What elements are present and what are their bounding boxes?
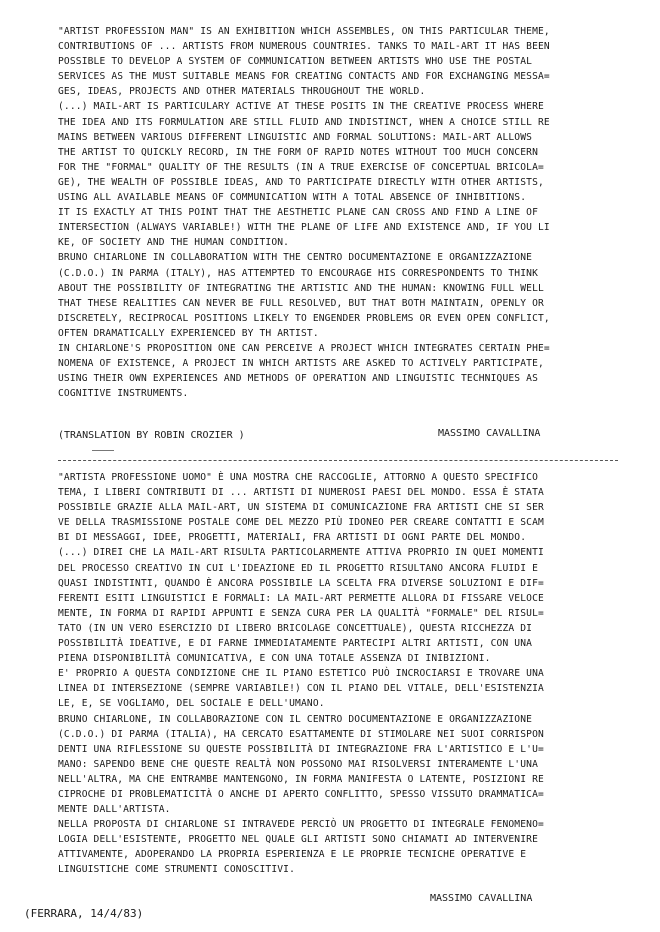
translation-credit: (TRANSLATION BY ROBIN CROZIER ) <box>58 430 245 441</box>
italian-text-block <box>58 470 618 878</box>
text-line: MENTE, IN FORMA DI RAPIDI APPUNTI E SENZA CURA PER LA QUALITÀ "FORMALE" DEL RISUL= <box>58 607 544 619</box>
text-line: BRUNO CHIARLONE IN COLLABORATION WITH THE CENTRO DOCUMENTAZIONE E ORGANIZZAZIONE <box>58 252 533 264</box>
text-line: LOGIA DELL'ESISTENTE, PROGETTO NEL QUALE GLI ARTISTI SONO CHIAMATI AD INTERVENIRE <box>58 834 538 846</box>
text-line: "ARTIST PROFESSION MAN" IS AN EXHIBITION WHICH ASSEMBLES, ON THIS PARTICULAR THEME, <box>58 26 550 37</box>
text-line: CONTRIBUTIONS OF ... ARTISTS FROM NUMEROUS COUNTRIES. TANKS TO MAIL-ART IT HAS BEEN <box>58 41 550 53</box>
text-line: SERVICES AS THE MUST SUITABLE MEANS FOR CREATING CONTACTS AND FOR EXCHANGING MESSA= <box>58 71 550 83</box>
text-line: FERENTI ESITI LINGUISTICI E FORMALI: LA MAIL-ART PERMETTE ALLORA DI FISSARE VELOCE <box>58 592 544 604</box>
author-signature-english: MASSIMO CAVALLINA <box>438 428 541 439</box>
text-line: NELLA PROPOSTA DI CHIARLONE SI INTRAVEDE PERCIÒ UN PROGETTO DI INTEGRALE FENOMENO= <box>58 819 544 831</box>
text-line: (C.D.O.) DI PARMA (ITALIA), HA CERCATO ESATTAMENTE DI STIMOLARE NEI SUOI CORRISPON <box>58 728 544 740</box>
text-line: LE, E, SE VOGLIAMO, DEL SOCIALE E DELL'UMANO. <box>58 698 325 710</box>
text-line: FOR THE "FORMAL" QUALITY OF THE RESULTS (IN A TRUE EXERCISE OF CONCEPTUAL BRICOLA= <box>58 161 544 173</box>
english-text-block <box>58 24 618 401</box>
text-line: GE), THE WEALTH OF POSSIBLE IDEAS, AND TO PARTICIPATE DIRECTLY WITH OTHER ARTISTS, <box>58 176 544 188</box>
text-line: DEL PROCESSO CREATIVO IN CUI L'IDEAZIONE ED IL PROGETTO RISULTANO ANCORA FLUIDI E <box>58 562 538 574</box>
text-line: MENTE DALL'ARTISTA. <box>58 804 171 816</box>
text-line: CIPROCHE DI PROBLEMATICITÀ O ANCHE DI APERTO CONFLITTO, SPESSO VISSUTO DRAMMATICA= <box>58 788 544 800</box>
text-line: GES, IDEAS, PROJECTS AND OTHER MATERIALS THROUGHOUT THE WORLD. <box>58 86 426 98</box>
text-line: PIENA DISPONIBILITÀ COMUNICATIVA, E CON UNA TOTALE ASSENZA DI INIBIZIONI. <box>58 653 491 665</box>
text-line: MANO: SAPENDO BENE CHE QUESTE REALTÀ NON POSSONO MAI RISOLVERSI INTERAMENTE L'UNA <box>58 758 538 770</box>
text-line: VE DELLA TRASMISSIONE POSTALE COME DEL MEZZO PIÙ IDONEO PER CREARE CONTATTI E SCAM <box>58 517 544 529</box>
text-line: BI DI MESSAGGI, IDEE, PROGETTI, MATERIALI, FRA ARTISTI DI OGNI PARTE DEL MONDO. <box>58 532 527 544</box>
text-line: (...) DIREI CHE LA MAIL-ART RISULTA PARTICOLARMENTE ATTIVA PROPRIO IN QUEI MOMENTI <box>58 547 544 559</box>
text-line: COGNITIVE INSTRUMENTS. <box>58 388 189 400</box>
text-line: TEMA, I LIBERI CONTRIBUTI DI ... ARTISTI DI NUMEROSI PAESI DEL MONDO. ESSA È STATA <box>58 487 544 499</box>
text-line: ATTIVAMENTE, ADOPERANDO LA PROPRIA ESPERIENZA E LE PROPRIE TECNICHE OPERATIVE E <box>58 849 527 861</box>
text-line: IT IS EXACTLY AT THIS POINT THAT THE AESTHETIC PLANE CAN CROSS AND FIND A LINE OF <box>58 207 538 219</box>
text-line: MAINS BETWEEN VARIOUS DIFFERENT LINGUISTIC AND FORMAL SOLUTIONS: MAIL-ART ALLOWS <box>58 131 533 143</box>
text-line: QUASI INDISTINTI, QUANDO È ANCORA POSSIBILE LA SCELTA FRA DIVERSE SOLUZIONI E DIF= <box>58 577 544 589</box>
text-line: THAT THESE REALITIES CAN NEVER BE FULL RESOLVED, BUT THAT BOTH MAINTAIN, OPENLY OR <box>58 297 544 309</box>
text-line: DENTI UNA RIFLESSIONE SU QUESTE POSSIBILITÀ DI INTEGRAZIONE FRA L'ARTISTICO E L'U= <box>58 743 544 755</box>
text-line: LINEA DI INTERSEZIONE (SEMPRE VARIABILE!) CON IL PIANO DEL VITALE, DELL'ESISTENZIA <box>58 683 544 695</box>
text-line: THE ARTIST TO QUICKLY RECORD, IN THE FORM OF RAPID NOTES WITHOUT TOO MUCH CONCERN <box>58 146 538 158</box>
text-line: POSSIBILE GRAZIE ALLA MAIL-ART, UN SISTEMA DI COMUNICAZIONE FRA ARTISTI CHE SI SER <box>58 502 544 514</box>
place-date-note: (FERRARA, 14/4/83) <box>24 907 144 920</box>
text-line: POSSIBILITÀ IDEATIVE, E DI FARNE IMMEDIATAMENTE PARTECIPI ALTRI ARTISTI, CON UNA <box>58 638 533 650</box>
text-line: NELL'ALTRA, MA CHE ENTRAMBE MANTENGONO, IN FORMA MANIFESTA O LATENTE, POSIZIONI RE <box>58 773 544 785</box>
text-line: (C.D.O.) IN PARMA (ITALY), HAS ATTEMPTED TO ENCOURAGE HIS CORRESPONDENTS TO THINK <box>58 267 538 279</box>
text-line: POSSIBLE TO DEVELOP A SYSTEM OF COMMUNICATION BETWEEN ARTISTS WHO USE THE POSTAL <box>58 56 533 68</box>
text-line: NOMENA OF EXISTENCE, A PROJECT IN WHICH ARTISTS ARE ASKED TO ACTIVELY PARTICIPATE, <box>58 358 544 370</box>
text-line: OFTEN DRAMATICALLY EXPERIENCED BY TH ARTIST. <box>58 327 319 339</box>
text-line: DISCRETELY, RECIPROCAL POSITIONS LIKELY TO ENGENDER PROBLEMS OR EVEN OPEN CONFLICT, <box>58 312 550 324</box>
section-divider <box>58 460 618 461</box>
text-line: INTERSECTION (ALWAYS VARIABLE!) WITH THE PLANE OF LIFE AND EXISTENCE AND, IF YOU LI <box>58 222 550 234</box>
text-line: E' PROPRIO A QUESTA CONDIZIONE CHE IL PIANO ESTETICO PUÒ INCROCIARSI E TROVARE UNA <box>58 668 544 680</box>
text-line: BRUNO CHIARLONE, IN COLLABORAZIONE CON IL CENTRO DOCUMENTAZIONE E ORGANIZZAZIONE <box>58 713 533 725</box>
text-line: THE IDEA AND ITS FORMULATION ARE STILL FLUID AND INDISTINCT, WHEN A CHOICE STILL RE <box>58 116 550 128</box>
short-rule <box>92 450 114 451</box>
text-line: LINGUISTICHE COME STRUMENTI CONOSCITIVI. <box>58 864 296 876</box>
text-line: USING THEIR OWN EXPERIENCES AND METHODS OF OPERATION AND LINGUISTIC TECHNIQUES AS <box>58 373 538 385</box>
text-line: USING ALL AVAILABLE MEANS OF COMMUNICATION WITH A TOTAL ABSENCE OF INHIBITIONS. <box>58 192 527 204</box>
text-line: IN CHIARLONE'S PROPOSITION ONE CAN PERCEIVE A PROJECT WHICH INTEGRATES CERTAIN PHE= <box>58 342 550 354</box>
text-line: TATO (IN UN VERO ESERCIZIO DI LIBERO BRICOLAGE CONCETTUALE), QUESTA RICCHEZZA DI <box>58 622 533 634</box>
author-signature-italian: MASSIMO CAVALLINA <box>430 893 533 904</box>
text-line: ABOUT THE POSSIBILITY OF INTEGRATING THE ARTISTIC AND THE HUMAN: KNOWING FULL WELL <box>58 282 544 294</box>
text-line: KE, OF SOCIETY AND THE HUMAN CONDITION. <box>58 237 290 249</box>
text-line: (...) MAIL-ART IS PARTICULARY ACTIVE AT THESE POSITS IN THE CREATIVE PROCESS WHERE <box>58 101 544 113</box>
text-line: "ARTISTA PROFESSIONE UOMO" È UNA MOSTRA CHE RACCOGLIE, ATTORNO A QUESTO SPECIFICO <box>58 472 538 483</box>
